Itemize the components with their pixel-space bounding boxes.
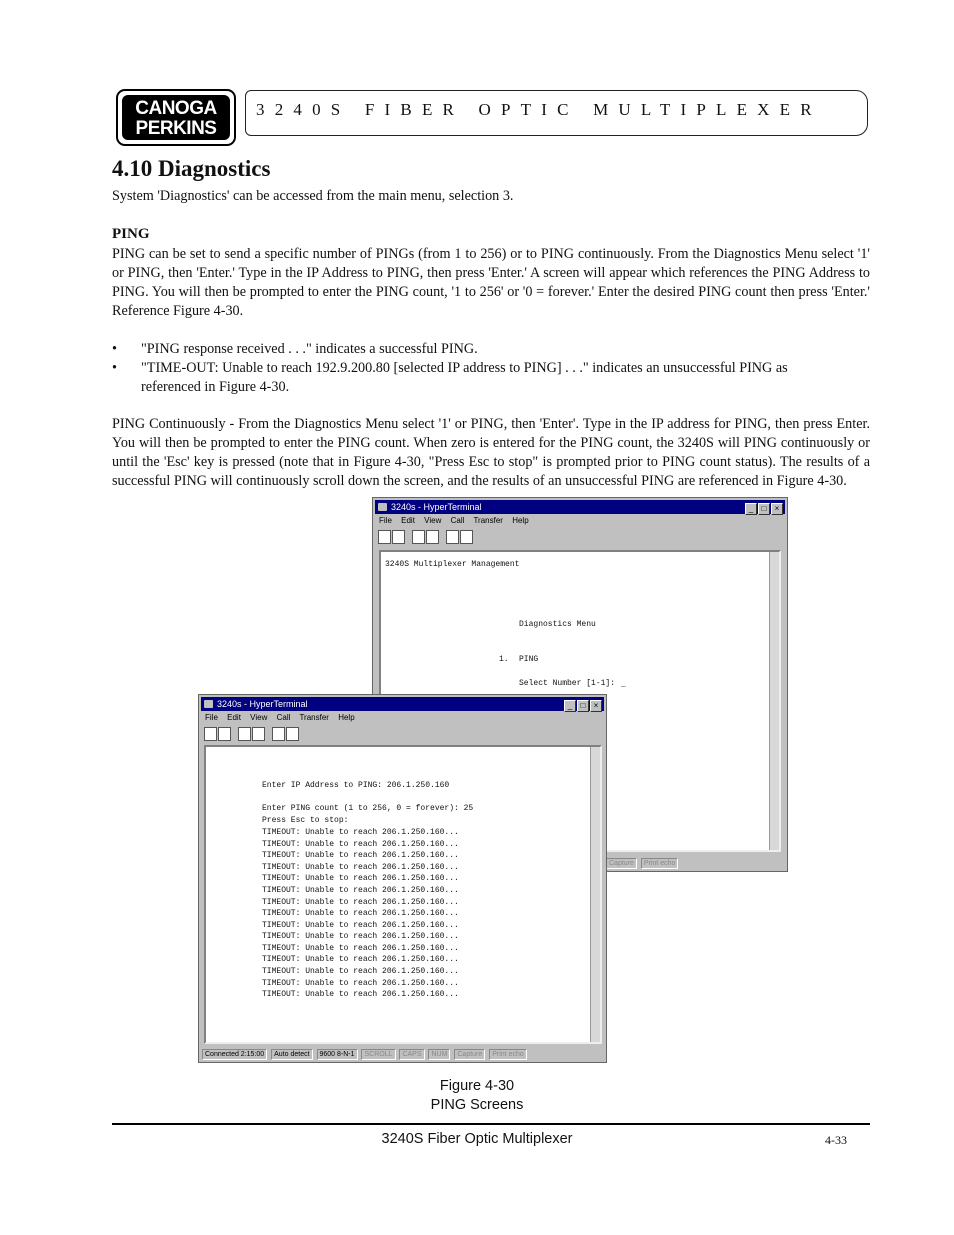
status-capture: Capture xyxy=(606,858,637,869)
select-number-prompt: Select Number [1-1]: xyxy=(519,679,616,688)
menu-bar xyxy=(205,713,362,722)
bullet-mark: • xyxy=(112,360,117,376)
timeout-line: TIMEOUT: Unable to reach 206.1.250.160... xyxy=(262,898,459,907)
menu-item-ping: PING xyxy=(519,655,539,664)
bullet-text: "TIME-OUT: Unable to reach 192.9.200.80 [selected IP address to PING] . . ." indicates an unsuccessful PING as referenced in Figure 4-30. xyxy=(141,360,788,395)
timeout-line: TIMEOUT: Unable to reach 206.1.250.160... xyxy=(262,955,459,964)
app-icon xyxy=(204,700,213,708)
window-titlebar xyxy=(201,697,604,711)
minimize-button[interactable]: _ xyxy=(745,503,757,515)
open-icon[interactable] xyxy=(218,727,231,741)
header-title: 3240S FIBER OPTIC MULTIPLEXER xyxy=(256,100,822,119)
footer-title: 3240S Fiber Optic Multiplexer xyxy=(381,1131,573,1147)
timeout-line: TIMEOUT: Unable to reach 206.1.250.160... xyxy=(262,863,459,872)
menu-transfer[interactable]: Transfer xyxy=(299,713,329,722)
press-esc-line: Press Esc to stop: xyxy=(262,816,349,825)
menu-bar xyxy=(379,516,536,525)
menu-edit[interactable]: Edit xyxy=(401,516,415,525)
ping-count-line: Enter PING count (1 to 256, 0 = forever): 25 xyxy=(262,804,474,813)
ping-subheading: PING xyxy=(112,226,150,242)
timeout-line: TIMEOUT: Unable to reach 206.1.250.160... xyxy=(262,909,459,918)
menu-file[interactable]: File xyxy=(379,516,392,525)
menu-view[interactable]: View xyxy=(250,713,268,722)
timeout-line: TIMEOUT: Unable to reach 206.1.250.160... xyxy=(262,828,459,837)
timeout-line: TIMEOUT: Unable to reach 206.1.250.160... xyxy=(262,851,459,860)
timeout-line: TIMEOUT: Unable to reach 206.1.250.160... xyxy=(262,921,459,930)
receive-icon[interactable] xyxy=(460,530,473,544)
app-icon xyxy=(378,503,387,511)
maximize-button[interactable]: □ xyxy=(577,700,589,712)
close-button[interactable]: × xyxy=(590,700,602,712)
status-print-echo: Print echo xyxy=(489,1049,527,1060)
menu-call[interactable]: Call xyxy=(450,516,465,525)
status-bar xyxy=(202,1049,603,1060)
menu-help[interactable]: Help xyxy=(338,713,355,722)
toolbar xyxy=(204,727,300,743)
page-number: 4-33 xyxy=(825,1133,847,1147)
status-caps: CAPS xyxy=(399,1049,424,1060)
disconnect-icon[interactable] xyxy=(252,727,265,741)
status-capture: Capture xyxy=(454,1049,485,1060)
menu-transfer[interactable]: Transfer xyxy=(473,516,503,525)
ip-address-line: Enter IP Address to PING: 206.1.250.160 xyxy=(262,781,450,790)
ping-continuously-paragraph: PING Continuously - From the Diagnostics Menu select '1' or PING, then 'Enter'. Type in the IP address for PING, then press Enter. You will then be prompted to enter the PING count. When zero is entered for the PING count, the 3240S will PING continuously or until the 'Esc' key is pressed (note that in Figure 4-30, "Press Esc to stop" is prompted prior to PING count status). The results of a successful PING will continuously scroll down the screen, and the results of an unsuccessful PING are referenced in Figure 4-30. xyxy=(112,416,870,489)
intro-paragraph: System 'Diagnostics' can be accessed from the main menu, selection 3. xyxy=(112,188,514,204)
section-heading: 4.10 Diagnostics xyxy=(112,156,271,181)
ping-paragraph: PING can be set to send a specific number of PINGs (from 1 to 256) or to PING continuously. From the Diagnostics Menu select '1' or PING, then 'Enter.' Type in the IP Address to PING, then press 'Enter.' A screen will appear which references the PING Address to PING. You will then be prompted to enter the PING count, '1 to 256' or '0 = forever.' Enter the desired PING count then press 'Enter.' Reference Figure 4-30. xyxy=(112,246,870,319)
timeout-line: TIMEOUT: Unable to reach 206.1.250.160... xyxy=(262,886,459,895)
diagnostics-menu-heading: Diagnostics Menu xyxy=(519,620,596,629)
connect-icon[interactable] xyxy=(412,530,425,544)
disconnect-icon[interactable] xyxy=(426,530,439,544)
menu-call[interactable]: Call xyxy=(276,713,291,722)
vertical-scrollbar[interactable] xyxy=(590,747,600,1042)
menu-file[interactable]: File xyxy=(205,713,218,722)
minimize-button[interactable]: _ xyxy=(564,700,576,712)
timeout-line: TIMEOUT: Unable to reach 206.1.250.160... xyxy=(262,979,459,988)
status-scroll: SCROLL xyxy=(361,1049,395,1060)
new-icon[interactable] xyxy=(204,727,217,741)
status-auto-detect: Auto detect xyxy=(271,1049,312,1060)
window-title: 3240s - HyperTerminal xyxy=(391,502,482,512)
canoga-perkins-logo xyxy=(116,89,236,146)
status-baud: 9600 8-N-1 xyxy=(317,1049,358,1060)
figure-caption: PING Screens xyxy=(430,1097,524,1113)
window-title: 3240s - HyperTerminal xyxy=(217,699,308,709)
close-button[interactable]: × xyxy=(771,503,783,515)
menu-item-number: 1. xyxy=(499,655,509,664)
timeout-line: TIMEOUT: Unable to reach 206.1.250.160... xyxy=(262,932,459,941)
timeout-line: TIMEOUT: Unable to reach 206.1.250.160... xyxy=(262,944,459,953)
status-connected: Connected 2:15:00 xyxy=(202,1049,267,1060)
toolbar xyxy=(378,530,474,546)
timeout-line: TIMEOUT: Unable to reach 206.1.250.160... xyxy=(262,990,459,999)
menu-view[interactable]: View xyxy=(424,516,442,525)
timeout-line: TIMEOUT: Unable to reach 206.1.250.160... xyxy=(262,967,459,976)
new-icon[interactable] xyxy=(378,530,391,544)
cursor: _ xyxy=(621,680,626,689)
logo-line-2: PERKINS xyxy=(135,118,217,139)
header-banner xyxy=(245,90,868,136)
vertical-scrollbar[interactable] xyxy=(769,552,779,850)
status-print-echo: Print echo xyxy=(641,858,679,869)
window-titlebar xyxy=(375,500,785,514)
screen-title: 3240S Multiplexer Management xyxy=(385,560,520,569)
send-icon[interactable] xyxy=(272,727,285,741)
receive-icon[interactable] xyxy=(286,727,299,741)
timeout-line: TIMEOUT: Unable to reach 206.1.250.160... xyxy=(262,840,459,849)
maximize-button[interactable]: □ xyxy=(758,503,770,515)
figure-number: Figure 4-30 xyxy=(439,1078,515,1094)
menu-help[interactable]: Help xyxy=(512,516,529,525)
timeout-line: TIMEOUT: Unable to reach 206.1.250.160... xyxy=(262,874,459,883)
menu-edit[interactable]: Edit xyxy=(227,713,241,722)
bullet-text: "PING response received . . ." indicates a successful PING. xyxy=(141,341,478,357)
logo-line-1: CANOGA xyxy=(135,98,217,119)
bullet-mark: • xyxy=(112,341,117,357)
footer-rule xyxy=(112,1123,870,1125)
terminal-screen[interactable] xyxy=(204,745,602,1044)
status-num: NUM xyxy=(428,1049,450,1060)
open-icon[interactable] xyxy=(392,530,405,544)
hyperterminal-window-front xyxy=(198,694,607,1063)
connect-icon[interactable] xyxy=(238,727,251,741)
send-icon[interactable] xyxy=(446,530,459,544)
